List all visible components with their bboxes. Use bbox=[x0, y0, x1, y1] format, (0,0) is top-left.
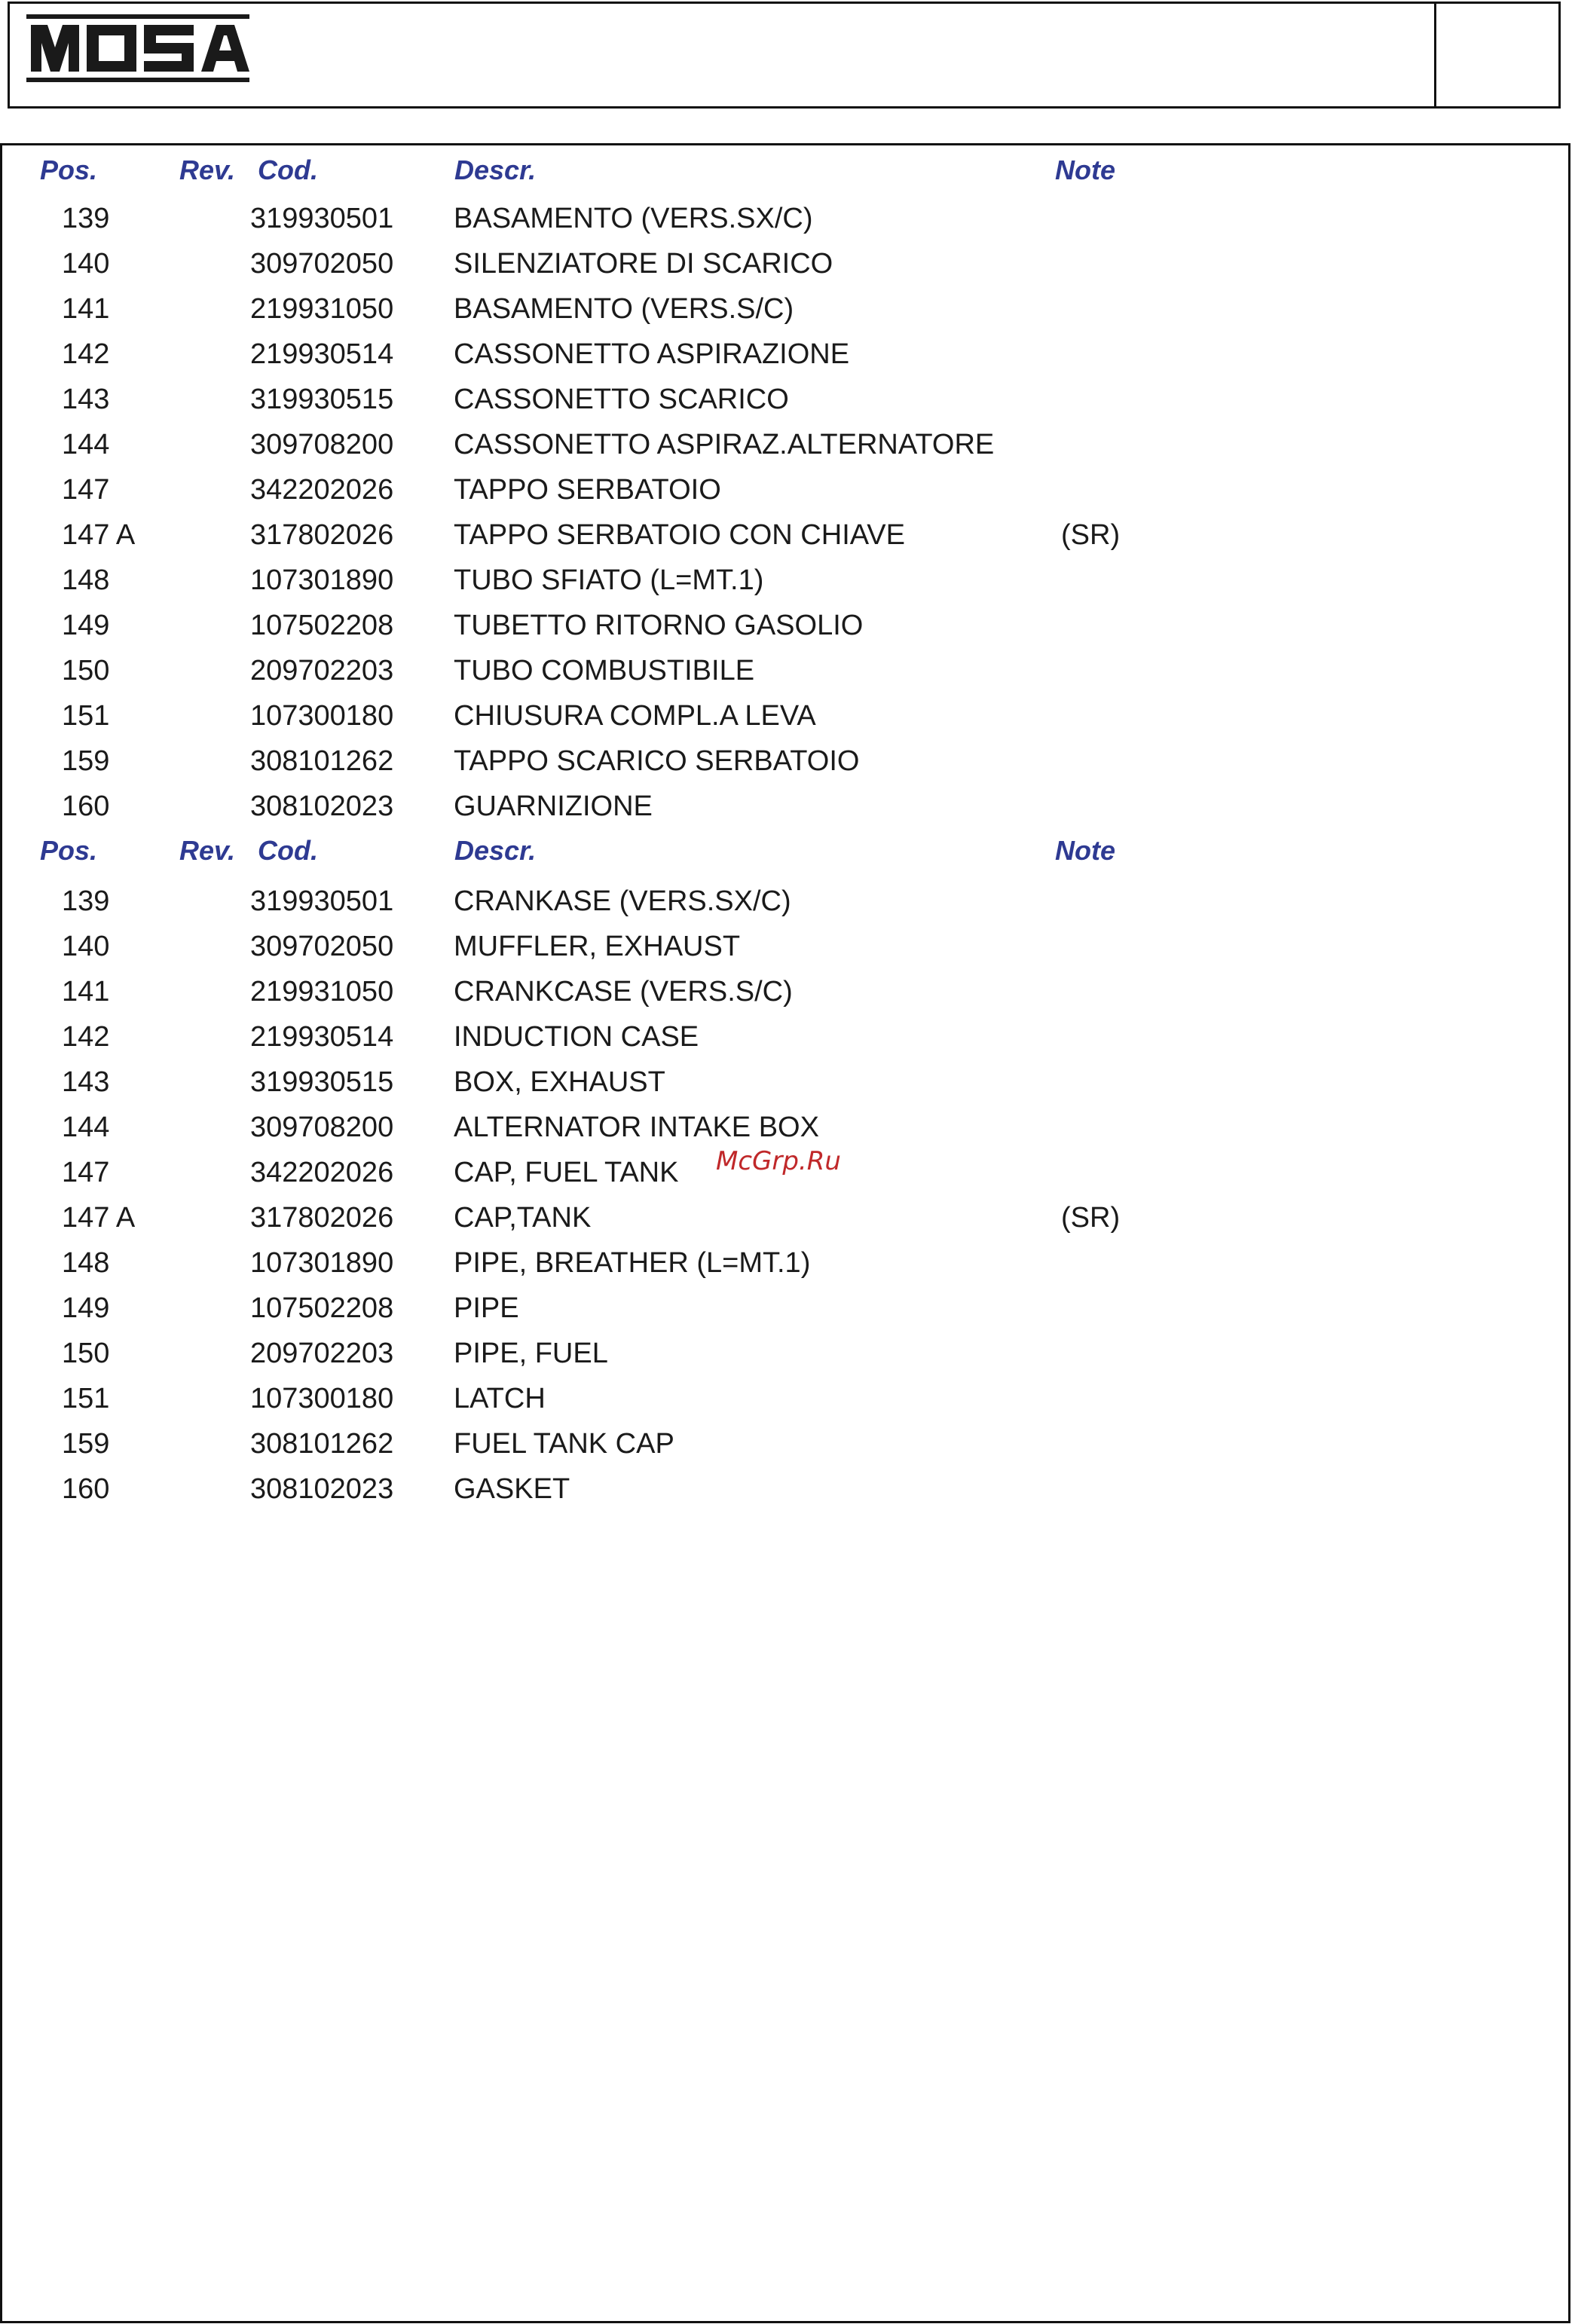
table-cell-descr: SILENZIATORE DI SCARICO bbox=[454, 248, 833, 280]
table-cell-cod: 107300180 bbox=[250, 1383, 394, 1414]
table-cell-cod: 308101262 bbox=[250, 745, 394, 777]
table-cell-cod: 219931050 bbox=[250, 293, 394, 325]
table-cell-cod: 209702203 bbox=[250, 1338, 394, 1369]
table-cell-pos: 147 bbox=[62, 474, 110, 506]
table-cell-cod: 107502208 bbox=[250, 1292, 394, 1324]
table-cell-pos: 143 bbox=[62, 384, 110, 415]
mosa-logo-icon bbox=[26, 14, 260, 85]
header-divider bbox=[1434, 4, 1436, 106]
table-cell-pos: 148 bbox=[62, 1247, 110, 1279]
table-cell-descr: GASKET bbox=[454, 1473, 570, 1505]
table-cell-cod: 308102023 bbox=[250, 790, 394, 822]
column-header-note: Note bbox=[1055, 835, 1115, 866]
column-header-pos: Pos. bbox=[40, 835, 98, 866]
table-cell-cod: 107301890 bbox=[250, 1247, 394, 1279]
table-cell-descr: CASSONETTO ASPIRAZIONE bbox=[454, 338, 850, 370]
page-header bbox=[8, 2, 1561, 109]
table-cell-cod: 319930515 bbox=[250, 384, 394, 415]
table-cell-pos: 148 bbox=[62, 564, 110, 596]
table-cell-descr: TUBO SFIATO (L=MT.1) bbox=[454, 564, 764, 596]
table-cell-cod: 342202026 bbox=[250, 474, 394, 506]
table-cell-descr: PIPE bbox=[454, 1292, 519, 1324]
table-cell-descr: CRANKCASE (VERS.S/C) bbox=[454, 976, 793, 1008]
table-cell-descr: TUBO COMBUSTIBILE bbox=[454, 655, 755, 686]
table-cell-cod: 219930514 bbox=[250, 338, 394, 370]
table-cell-descr: INDUCTION CASE bbox=[454, 1021, 699, 1053]
table-cell-descr: GUARNIZIONE bbox=[454, 790, 653, 822]
table-cell-cod: 309702050 bbox=[250, 248, 394, 280]
table-cell-pos: 160 bbox=[62, 790, 110, 822]
column-header-rev: Rev. bbox=[179, 154, 236, 185]
table-cell-cod: 317802026 bbox=[250, 1202, 394, 1234]
table-cell-descr: CRANKASE (VERS.SX/C) bbox=[454, 885, 791, 917]
watermark: McGrp.Ru bbox=[716, 1146, 841, 1176]
table-cell-cod: 308101262 bbox=[250, 1428, 394, 1460]
table-cell-pos: 142 bbox=[62, 338, 110, 370]
table-cell-descr: BOX, EXHAUST bbox=[454, 1066, 665, 1098]
table-cell-pos: 160 bbox=[62, 1473, 110, 1505]
table-cell-pos: 147 A bbox=[62, 519, 136, 551]
table-cell-pos: 159 bbox=[62, 1428, 110, 1460]
table-cell-cod: 107301890 bbox=[250, 564, 394, 596]
table-cell-descr: PIPE, BREATHER (L=MT.1) bbox=[454, 1247, 811, 1279]
table-cell-descr: PIPE, FUEL bbox=[454, 1338, 608, 1369]
table-cell-pos: 142 bbox=[62, 1021, 110, 1053]
column-header-rev: Rev. bbox=[179, 835, 236, 866]
table-cell-cod: 319930515 bbox=[250, 1066, 394, 1098]
table-cell-descr: TAPPO SERBATOIO CON CHIAVE bbox=[454, 519, 905, 551]
table-cell-cod: 308102023 bbox=[250, 1473, 394, 1505]
table-cell-pos: 150 bbox=[62, 1338, 110, 1369]
column-header-descr: Descr. bbox=[454, 154, 537, 185]
column-header-pos: Pos. bbox=[40, 154, 98, 185]
table-cell-note: (SR) bbox=[1061, 1202, 1121, 1234]
column-header-descr: Descr. bbox=[454, 835, 537, 866]
table-cell-cod: 107300180 bbox=[250, 700, 394, 732]
table-cell-pos: 140 bbox=[62, 931, 110, 962]
table-cell-cod: 107502208 bbox=[250, 610, 394, 641]
table-cell-descr: BASAMENTO (VERS.S/C) bbox=[454, 293, 794, 325]
table-cell-cod: 342202026 bbox=[250, 1157, 394, 1188]
table-cell-cod: 209702203 bbox=[250, 655, 394, 686]
table-cell-pos: 151 bbox=[62, 1383, 110, 1414]
table-cell-cod: 319930501 bbox=[250, 885, 394, 917]
table-cell-pos: 159 bbox=[62, 745, 110, 777]
table-cell-descr: CHIUSURA COMPL.A LEVA bbox=[454, 700, 816, 732]
column-header-note: Note bbox=[1055, 154, 1115, 185]
table-cell-cod: 319930501 bbox=[250, 203, 394, 234]
table-cell-pos: 141 bbox=[62, 976, 110, 1008]
table-cell-cod: 219930514 bbox=[250, 1021, 394, 1053]
table-cell-descr: CASSONETTO ASPIRAZ.ALTERNATORE bbox=[454, 429, 995, 460]
table-cell-descr: CASSONETTO SCARICO bbox=[454, 384, 789, 415]
table-cell-descr: BASAMENTO (VERS.SX/C) bbox=[454, 203, 813, 234]
table-cell-descr: CAP,TANK bbox=[454, 1202, 592, 1234]
table-cell-note: (SR) bbox=[1061, 519, 1121, 551]
table-cell-pos: 149 bbox=[62, 1292, 110, 1324]
column-header-cod: Cod. bbox=[258, 154, 318, 185]
table-cell-cod: 219931050 bbox=[250, 976, 394, 1008]
mosa-logo bbox=[26, 14, 260, 85]
table-cell-descr: MUFFLER, EXHAUST bbox=[454, 931, 741, 962]
table-cell-pos: 147 A bbox=[62, 1202, 136, 1234]
table-cell-pos: 147 bbox=[62, 1157, 110, 1188]
table-cell-cod: 309708200 bbox=[250, 1112, 394, 1143]
table-cell-descr: ALTERNATOR INTAKE BOX bbox=[454, 1112, 819, 1143]
table-cell-pos: 143 bbox=[62, 1066, 110, 1098]
column-header-cod: Cod. bbox=[258, 835, 318, 866]
table-cell-pos: 144 bbox=[62, 429, 110, 460]
table-cell-pos: 139 bbox=[62, 203, 110, 234]
table-cell-pos: 139 bbox=[62, 885, 110, 917]
table-cell-descr: TAPPO SCARICO SERBATOIO bbox=[454, 745, 860, 777]
table-cell-descr: CAP, FUEL TANK bbox=[454, 1157, 679, 1188]
table-cell-pos: 144 bbox=[62, 1112, 110, 1143]
parts-list-frame bbox=[0, 143, 1570, 2323]
table-cell-pos: 140 bbox=[62, 248, 110, 280]
table-cell-cod: 309702050 bbox=[250, 931, 394, 962]
table-cell-cod: 309708200 bbox=[250, 429, 394, 460]
table-cell-descr: TUBETTO RITORNO GASOLIO bbox=[454, 610, 864, 641]
table-cell-descr: FUEL TANK CAP bbox=[454, 1428, 674, 1460]
table-cell-pos: 141 bbox=[62, 293, 110, 325]
table-cell-descr: LATCH bbox=[454, 1383, 546, 1414]
table-cell-pos: 151 bbox=[62, 700, 110, 732]
table-cell-descr: TAPPO SERBATOIO bbox=[454, 474, 721, 506]
table-cell-pos: 150 bbox=[62, 655, 110, 686]
table-cell-pos: 149 bbox=[62, 610, 110, 641]
table-cell-cod: 317802026 bbox=[250, 519, 394, 551]
